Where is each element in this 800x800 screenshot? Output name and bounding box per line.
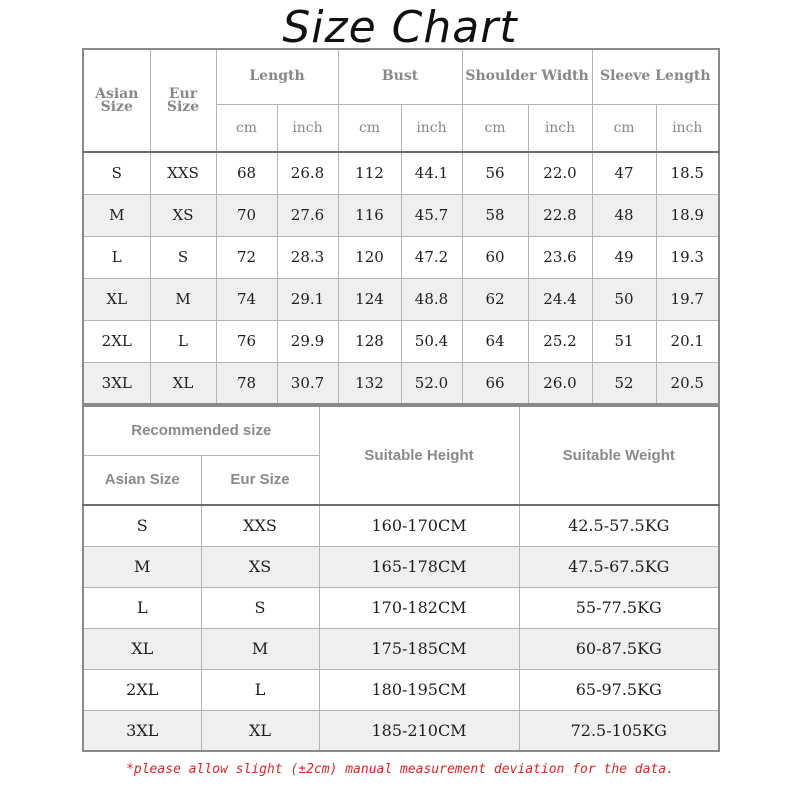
table-cell: 47.2: [401, 236, 462, 278]
table-cell: 62: [462, 278, 528, 320]
unit-header: cm: [462, 104, 528, 152]
table-cell: 78: [216, 362, 277, 404]
measurement-note: *please allow slight (±2cm) manual measurement deviation for the data.: [126, 762, 674, 777]
table-cell: S: [201, 587, 319, 628]
table-cell: 20.5: [656, 362, 719, 404]
table-cell: 72.5-105KG: [519, 710, 719, 751]
table-row: [83, 628, 719, 669]
table-cell: 55-77.5KG: [519, 587, 719, 628]
table-cell: 2XL: [83, 669, 201, 710]
table-cell: 51: [592, 320, 656, 362]
table-cell: 60-87.5KG: [519, 628, 719, 669]
table-cell: 30.7: [277, 362, 338, 404]
eur-size-header: Eur Size: [201, 455, 319, 505]
table-row: [83, 710, 719, 751]
table-cell: 18.9: [656, 194, 719, 236]
table-cell: M: [201, 628, 319, 669]
table-cell: 50.4: [401, 320, 462, 362]
table-cell: 52: [592, 362, 656, 404]
size-measurement-table: [82, 48, 720, 405]
table-cell: 64: [462, 320, 528, 362]
unit-header: inch: [528, 104, 592, 152]
unit-header: cm: [592, 104, 656, 152]
table-cell: 29.1: [277, 278, 338, 320]
table-cell: 18.5: [656, 152, 719, 194]
table-cell: L: [83, 587, 201, 628]
table-cell: 42.5-57.5KG: [519, 505, 719, 546]
table-cell: 180-195CM: [319, 669, 519, 710]
table-cell: 3XL: [83, 710, 201, 751]
table-cell: XXS: [150, 152, 216, 194]
table-cell: 3XL: [83, 362, 150, 404]
table-cell: 48.8: [401, 278, 462, 320]
table-cell: 45.7: [401, 194, 462, 236]
table-cell: 116: [338, 194, 401, 236]
table-row: [83, 194, 719, 236]
table-cell: 72: [216, 236, 277, 278]
unit-header: inch: [401, 104, 462, 152]
table-cell: 19.3: [656, 236, 719, 278]
table-cell: 44.1: [401, 152, 462, 194]
table-cell: 49: [592, 236, 656, 278]
table-cell: 27.6: [277, 194, 338, 236]
table-cell: 60: [462, 236, 528, 278]
table-cell: 22.0: [528, 152, 592, 194]
bust-header: Bust: [338, 49, 462, 104]
table-cell: XXS: [201, 505, 319, 546]
table-cell: 20.1: [656, 320, 719, 362]
table-cell: 47.5-67.5KG: [519, 546, 719, 587]
table-cell: 23.6: [528, 236, 592, 278]
table-cell: 124: [338, 278, 401, 320]
length-header: Length: [216, 49, 338, 104]
table-cell: XS: [201, 546, 319, 587]
table-cell: 26.0: [528, 362, 592, 404]
table-row: [83, 236, 719, 278]
recommended-size-table: [82, 405, 720, 752]
table-cell: M: [83, 546, 201, 587]
table-cell: XS: [150, 194, 216, 236]
suitable-weight-header: Suitable Weight: [519, 406, 719, 505]
table-row: [83, 669, 719, 710]
suitable-height-header: Suitable Height: [319, 406, 519, 505]
table-row: [83, 587, 719, 628]
table-cell: M: [83, 194, 150, 236]
table-cell: 50: [592, 278, 656, 320]
table-cell: 76: [216, 320, 277, 362]
table-cell: 2XL: [83, 320, 150, 362]
table-cell: 112: [338, 152, 401, 194]
table-cell: 165-178CM: [319, 546, 519, 587]
table-cell: XL: [83, 278, 150, 320]
table-cell: L: [201, 669, 319, 710]
unit-header: cm: [338, 104, 401, 152]
table-cell: 56: [462, 152, 528, 194]
table-cell: 175-185CM: [319, 628, 519, 669]
table-cell: 28.3: [277, 236, 338, 278]
table-cell: S: [83, 152, 150, 194]
table-row: [83, 320, 719, 362]
shoulder-width-header: Shoulder Width: [462, 49, 592, 104]
table-cell: L: [150, 320, 216, 362]
table-cell: S: [83, 505, 201, 546]
table-cell: 70: [216, 194, 277, 236]
table-row: [83, 278, 719, 320]
table-row: [83, 505, 719, 546]
table-cell: M: [150, 278, 216, 320]
sleeve-length-header: Sleeve Length: [592, 49, 719, 104]
page-title: Size Chart: [282, 2, 518, 53]
table-cell: 29.9: [277, 320, 338, 362]
table-cell: 22.8: [528, 194, 592, 236]
table-row: [83, 152, 719, 194]
recommended-size-header: Recommended size: [83, 406, 319, 455]
table-cell: 58: [462, 194, 528, 236]
table-cell: 170-182CM: [319, 587, 519, 628]
table-cell: 26.8: [277, 152, 338, 194]
unit-header: inch: [656, 104, 719, 152]
asian-size-header: Asian Size: [83, 455, 201, 505]
table-cell: XL: [201, 710, 319, 751]
table-cell: 48: [592, 194, 656, 236]
table-cell: 132: [338, 362, 401, 404]
table-cell: 74: [216, 278, 277, 320]
table-cell: 160-170CM: [319, 505, 519, 546]
table-cell: 66: [462, 362, 528, 404]
table-cell: XL: [83, 628, 201, 669]
table-cell: 19.7: [656, 278, 719, 320]
table-row: [83, 362, 719, 404]
table-cell: 65-97.5KG: [519, 669, 719, 710]
table-cell: L: [83, 236, 150, 278]
table-cell: 128: [338, 320, 401, 362]
table-cell: 47: [592, 152, 656, 194]
unit-header: cm: [216, 104, 277, 152]
table-cell: 52.0: [401, 362, 462, 404]
table-cell: S: [150, 236, 216, 278]
table-cell: 68: [216, 152, 277, 194]
asian-size-header: Asian Size: [83, 49, 150, 152]
table-cell: XL: [150, 362, 216, 404]
table-cell: 24.4: [528, 278, 592, 320]
table-cell: 120: [338, 236, 401, 278]
table-cell: 185-210CM: [319, 710, 519, 751]
unit-header: inch: [277, 104, 338, 152]
table-cell: 25.2: [528, 320, 592, 362]
eur-size-header: Eur Size: [150, 49, 216, 152]
table-row: [83, 546, 719, 587]
